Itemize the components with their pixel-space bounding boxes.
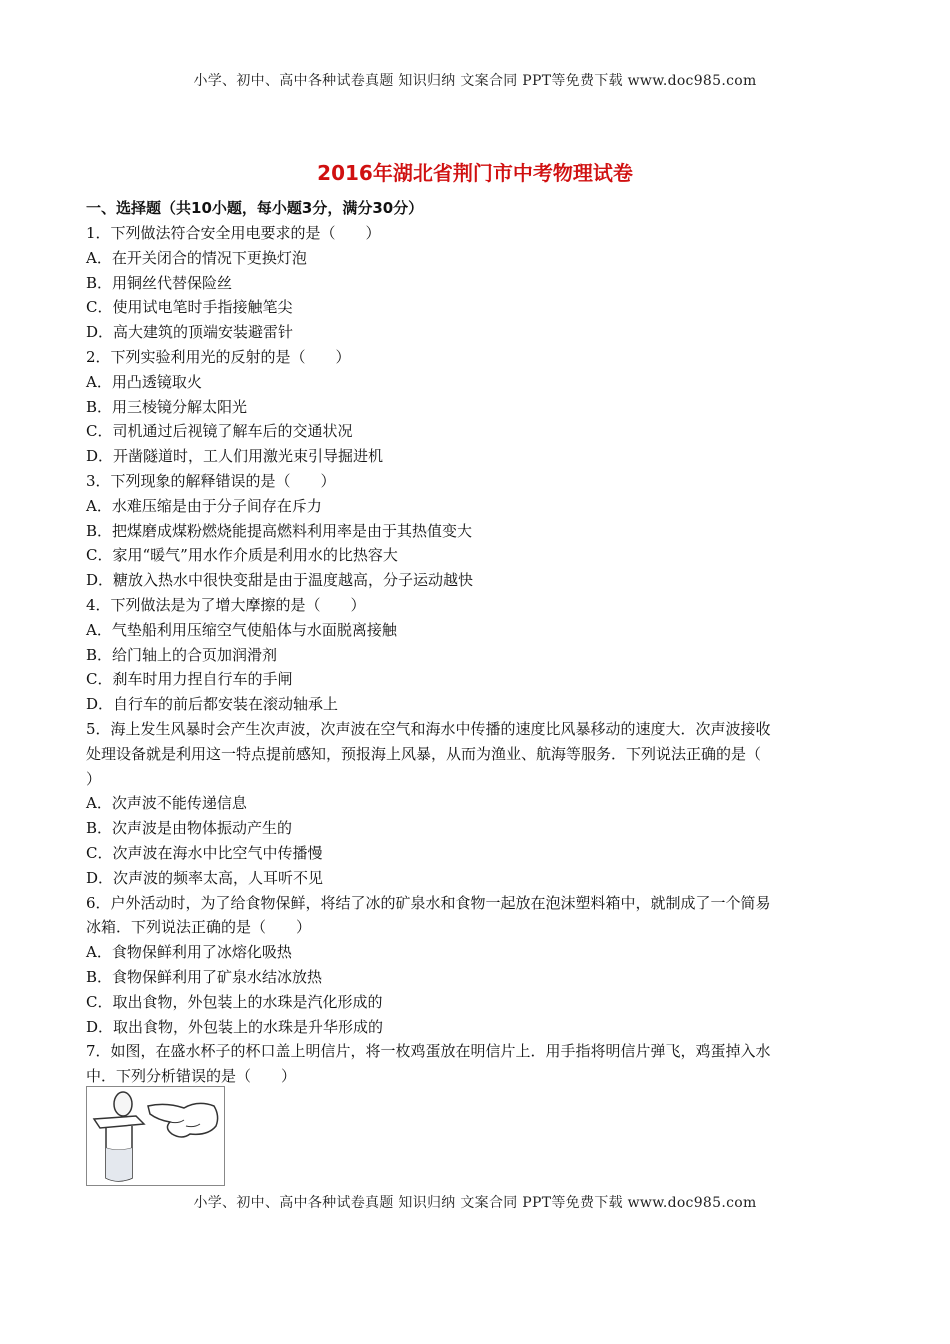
water [106,1148,132,1181]
question-4-option-b: B．给门轴上的合页加润滑剂 [86,645,278,664]
question-2-option-d: D．开凿隧道时，工人们用激光束引导掘进机 [86,447,384,466]
egg-cup-figure [86,1086,226,1186]
egg-cup-drawing [86,1086,226,1186]
question-4-option-d: D．自行车的前后都安装在滚动轴承上 [86,695,339,714]
question-5-stem: 处理设备就是利用这一特点提前感知，预报海上风暴，从而为渔业、航海等服务．下列说法正确的是（ [86,744,762,763]
question-5-stem: ） [86,769,102,788]
question-4-option-a: A．气垫船利用压缩空气使船体与水面脱离接触 [86,620,397,639]
exam-content [86,196,866,1089]
question-3-option-b: B．把煤磨成煤粉燃烧能提高燃料利用率是由于其热值变大 [86,521,473,540]
question-6-option-a: A．食物保鲜利用了冰熔化吸热 [86,943,292,962]
question-6-option-d: D．取出食物，外包装上的水珠是升华形成的 [86,1017,384,1036]
page-header: 小学、初中、高中各种试卷真题 知识归纳 文案合同 PPT等免费下载 www.doc985.com [193,73,757,89]
question-3-stem: 3．下列现象的解释错误的是（ ） [86,471,336,490]
question-6-stem: 冰箱．下列说法正确的是（ ） [86,918,312,937]
question-1-option-d: D．高大建筑的顶端安装避雷针 [86,323,294,342]
question-1-option-c: C．使用试电笔时手指接触笔尖 [86,298,293,317]
question-2-option-a: A．用凸透镜取火 [86,372,202,391]
question-7-stem: 7．如图，在盛水杯子的杯口盖上明信片，将一枚鸡蛋放在明信片上．用手指将明信片弹飞，鸡蛋掉入水 [86,1042,771,1061]
question-2-option-c: C．司机通过后视镜了解车后的交通状况 [86,422,353,441]
question-6-stem: 6．户外活动时，为了给食物保鲜，将结了冰的矿泉水和食物一起放在泡沫塑料箱中，就制成了一个简易 [86,893,771,912]
question-4-option-c: C．刹车时用力捏自行车的手闸 [86,670,293,689]
question-5-option-d: D．次声波的频率太高，人耳听不见 [86,868,324,887]
postcard [94,1116,144,1128]
question-3-option-a: A．水难压缩是由于分子间存在斥力 [86,496,322,515]
question-5-option-a: A．次声波不能传递信息 [86,794,247,813]
question-2-option-b: B．用三棱镜分解太阳光 [86,397,248,416]
section-heading: 一、选择题（共10小题，每小题3分，满分30分） [86,199,424,217]
question-6-option-b: B．食物保鲜利用了矿泉水结冰放热 [86,967,323,986]
egg [114,1092,132,1116]
question-7-stem: 中．下列分析错误的是（ ） [86,1067,297,1086]
question-5-stem: 5．海上发生风暴时会产生次声波，次声波在空气和海水中传播的速度比风暴移动的速度大．次声波接收 [86,719,771,738]
question-5-option-c: C．次声波在海水中比空气中传播慢 [86,843,323,862]
question-1-option-a: A．在开关闭合的情况下更换灯泡 [86,248,307,267]
question-4-stem: 4．下列做法是为了增大摩擦的是（ ） [86,595,366,614]
question-1-stem: 1．下列做法符合安全用电要求的是（ ） [86,224,381,242]
exam-title: 2016年湖北省荆门市中考物理试卷 [317,161,633,185]
question-3-option-c: C．家用“暖气”用水作介质是利用水的比热容大 [86,546,398,565]
question-1-option-b: B．用铜丝代替保险丝 [86,273,233,292]
question-list [86,221,866,1089]
question-5-option-b: B．次声波是由物体振动产生的 [86,819,293,838]
page-footer: 小学、初中、高中各种试卷真题 知识归纳 文案合同 PPT等免费下载 www.doc985.com [193,1195,757,1211]
question-3-option-d: D．糖放入热水中很快变甜是由于温度越高，分子运动越快 [86,571,474,590]
question-2-stem: 2．下列实验利用光的反射的是（ ） [86,347,351,366]
question-6-option-c: C．取出食物，外包装上的水珠是汽化形成的 [86,992,383,1011]
